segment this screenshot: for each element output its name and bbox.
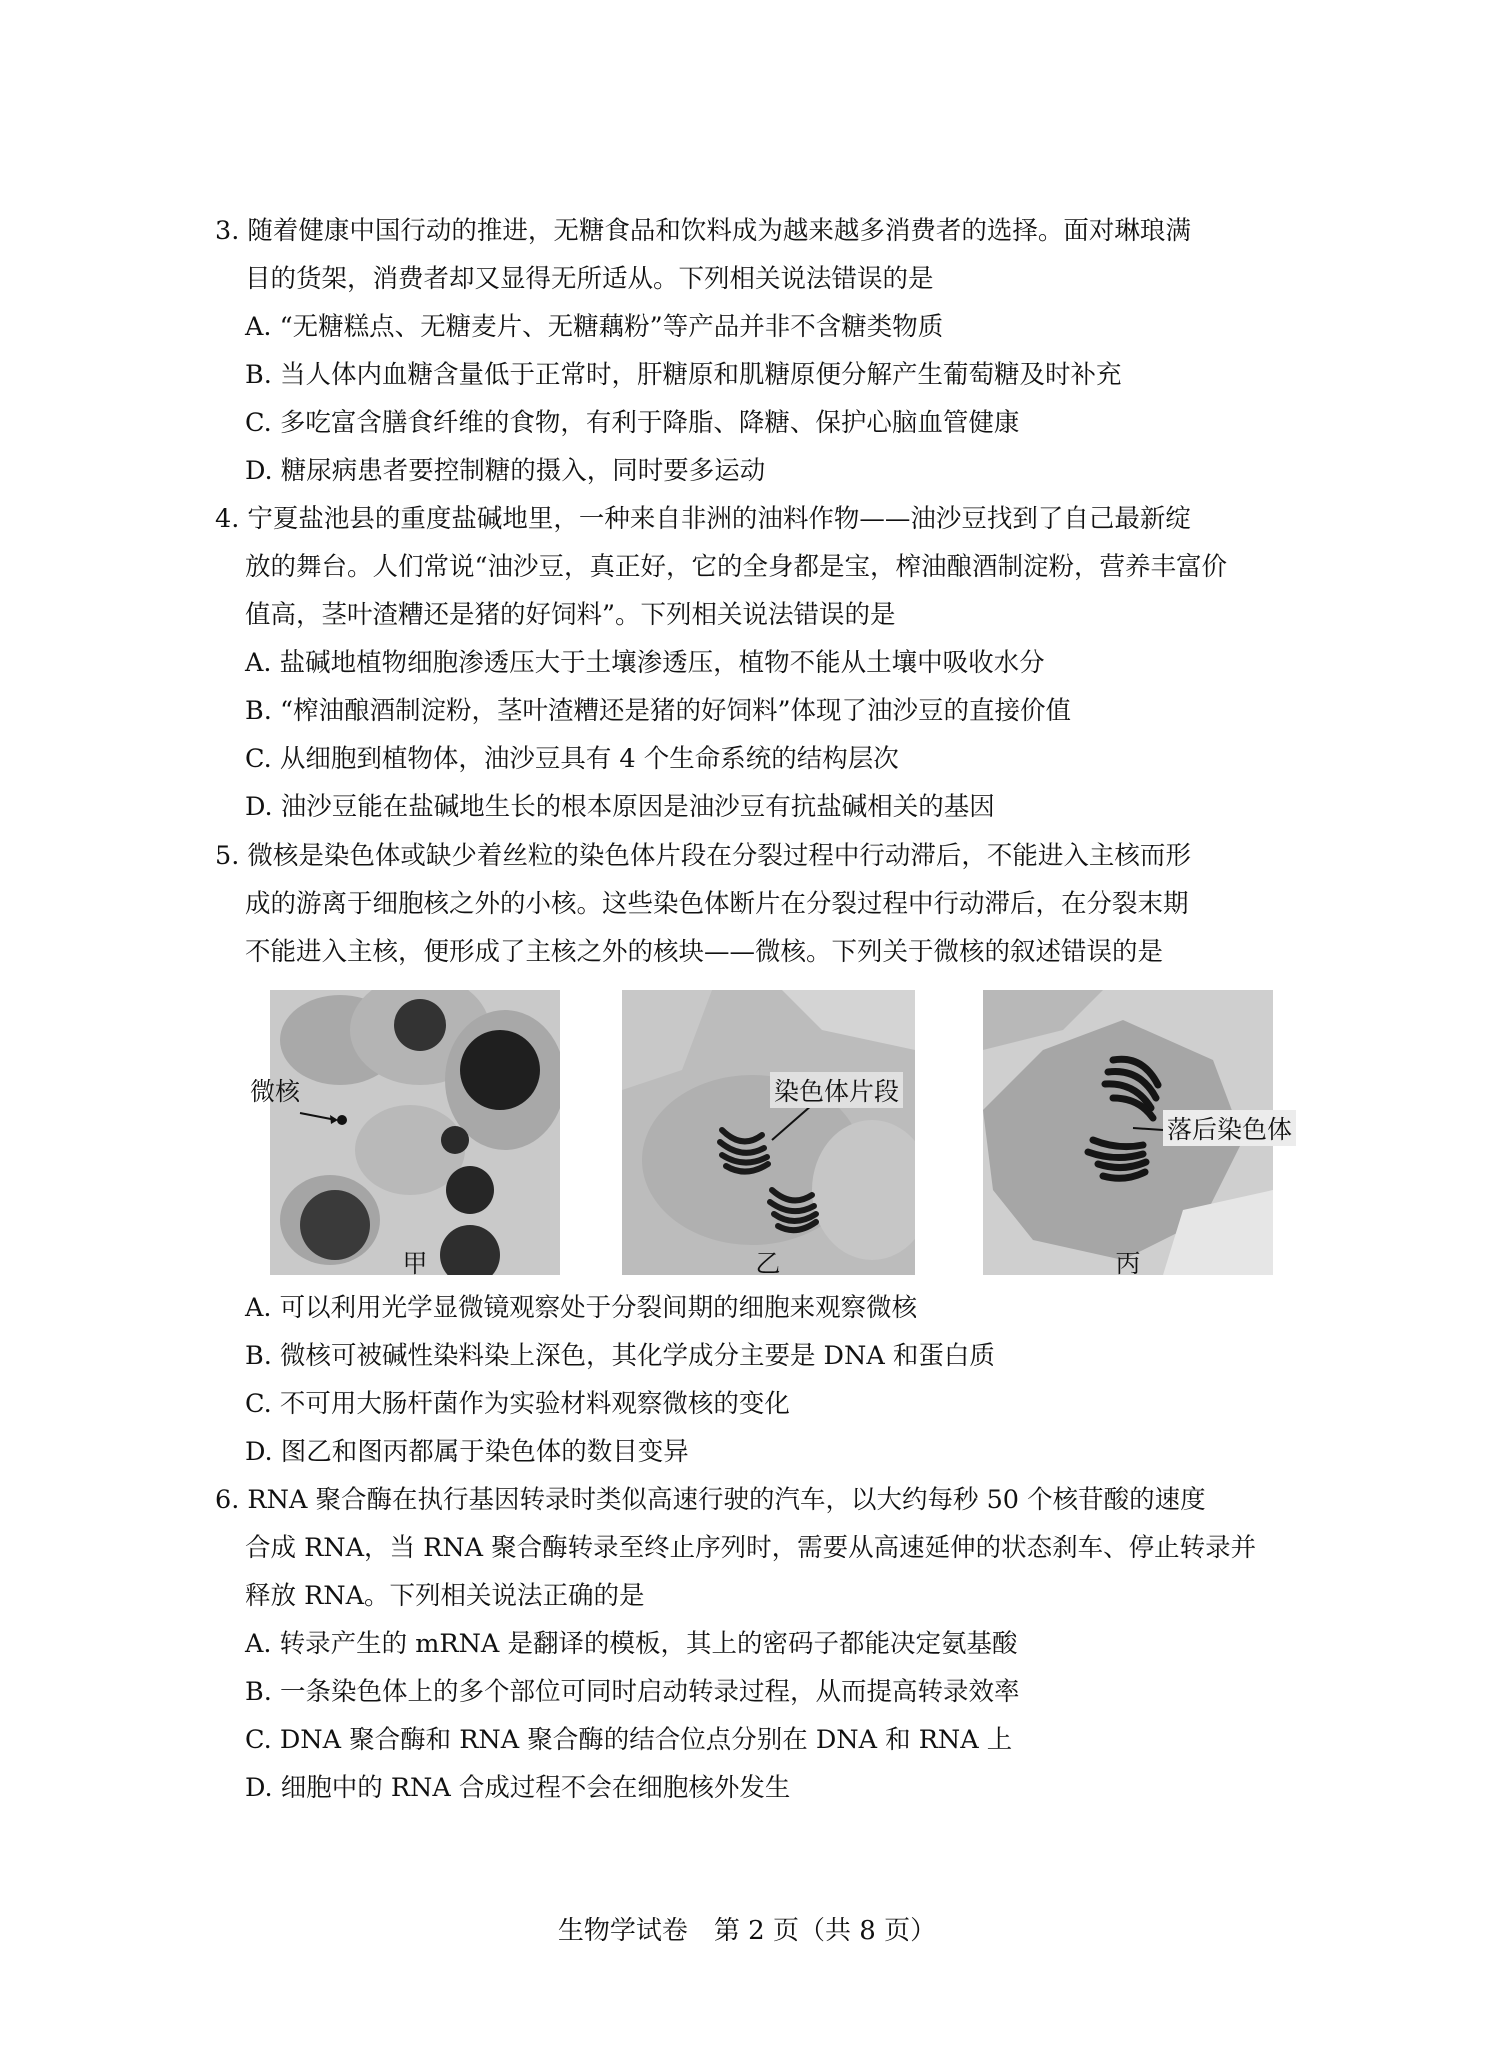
option-c: C. 从细胞到植物体，油沙豆具有 4 个生命系统的结构层次 [245,744,899,774]
page-footer: 生物学试卷 第 2 页（共 8 页） [557,1916,937,1946]
question-stem-line: 6. RNA 聚合酶在执行基因转录时类似高速行驶的汽车，以大约每秒 50 个核苷酸的速度 [215,1485,1206,1515]
option-b: B. 微核可被碱性染料染上深色，其化学成分主要是 DNA 和蛋白质 [245,1341,995,1371]
option-c: C. 不可用大肠杆菌作为实验材料观察微核的变化 [245,1389,790,1419]
option-a: A. 盐碱地植物细胞渗透压大于土壤渗透压，植物不能从土壤中吸收水分 [245,648,1045,678]
question-stem-line: 4. 宁夏盐池县的重度盐碱地里，一种来自非洲的油料作物——油沙豆找到了自己最新绽 [215,504,1191,534]
option-a: A. “无糖糕点、无糖麦片、无糖藕粉”等产品并非不含糖类物质 [245,312,944,342]
question-stem-line: 目的货架，消费者却又显得无所适从。下列相关说法错误的是 [245,264,934,294]
question-stem-line: 5. 微核是染色体或缺少着丝粒的染色体片段在分裂过程中行动滞后，不能进入主核而形 [215,841,1191,871]
option-a: A. 可以利用光学显微镜观察处于分裂间期的细胞来观察微核 [245,1293,918,1323]
label-chromosome-fragment: 染色体片段 [770,1072,903,1108]
option-c: C. DNA 聚合酶和 RNA 聚合酶的结合位点分别在 DNA 和 RNA 上 [245,1725,1013,1755]
question-stem-line: 不能进入主核，便形成了主核之外的核块——微核。下列关于微核的叙述错误的是 [245,937,1164,967]
label-lagging-chromosome: 落后染色体 [1163,1110,1296,1146]
question-3 [215,207,1290,495]
option-b: B. 一条染色体上的多个部位可同时启动转录过程，从而提高转录效率 [245,1677,1020,1707]
micrograph-yi-image [622,990,915,1275]
option-d: D. 细胞中的 RNA 合成过程不会在细胞核外发生 [245,1773,791,1803]
option-a: A. 转录产生的 mRNA 是翻译的模板，其上的密码子都能决定氨基酸 [245,1629,1018,1659]
question-5 [215,832,1290,976]
option-b: B. 当人体内血糖含量低于正常时，肝糖原和肌糖原便分解产生葡萄糖及时补充 [245,360,1122,390]
option-c: C. 多吃富含膳食纤维的食物，有利于降脂、降糖、保护心脑血管健康 [245,408,1020,438]
micrograph-jia [270,990,560,1275]
question-4 [215,495,1290,831]
option-d: D. 油沙豆能在盐碱地生长的根本原因是油沙豆有抗盐碱相关的基因 [245,792,995,822]
caption-jia: 甲 [402,1249,428,1278]
option-b: B. “榨油酿酒制淀粉，茎叶渣糟还是猪的好饲料”体现了油沙豆的直接价值 [245,696,1072,726]
caption-bing: 丙 [1115,1249,1141,1278]
question-5-options [215,1284,1290,1476]
micrograph-jia-image [270,990,560,1275]
micrograph-figures [0,990,1494,1290]
label-micronucleus: 微核 [250,1077,301,1106]
option-d: D. 糖尿病患者要控制糖的摄入，同时要多运动 [245,456,766,486]
question-6 [215,1476,1290,1812]
question-stem-line: 放的舞台。人们常说“油沙豆，真正好，它的全身都是宝，榨油酿酒制淀粉，营养丰富价 [245,552,1228,582]
caption-yi: 乙 [755,1249,781,1278]
micrograph-yi [622,990,915,1275]
question-stem-line: 3. 随着健康中国行动的推进，无糖食品和饮料成为越来越多消费者的选择。面对琳琅满 [215,216,1191,246]
question-stem-line: 释放 RNA。下列相关说法正确的是 [245,1581,645,1611]
question-stem-line: 成的游离于细胞核之外的小核。这些染色体断片在分裂过程中行动滞后，在分裂末期 [245,889,1189,919]
question-stem-line: 合成 RNA，当 RNA 聚合酶转录至终止序列时，需要从高速延伸的状态刹车、停止转录并 [245,1533,1257,1563]
option-d: D. 图乙和图丙都属于染色体的数目变异 [245,1437,689,1467]
question-stem-line: 值高，茎叶渣糟还是猪的好饲料”。下列相关说法错误的是 [245,600,896,630]
